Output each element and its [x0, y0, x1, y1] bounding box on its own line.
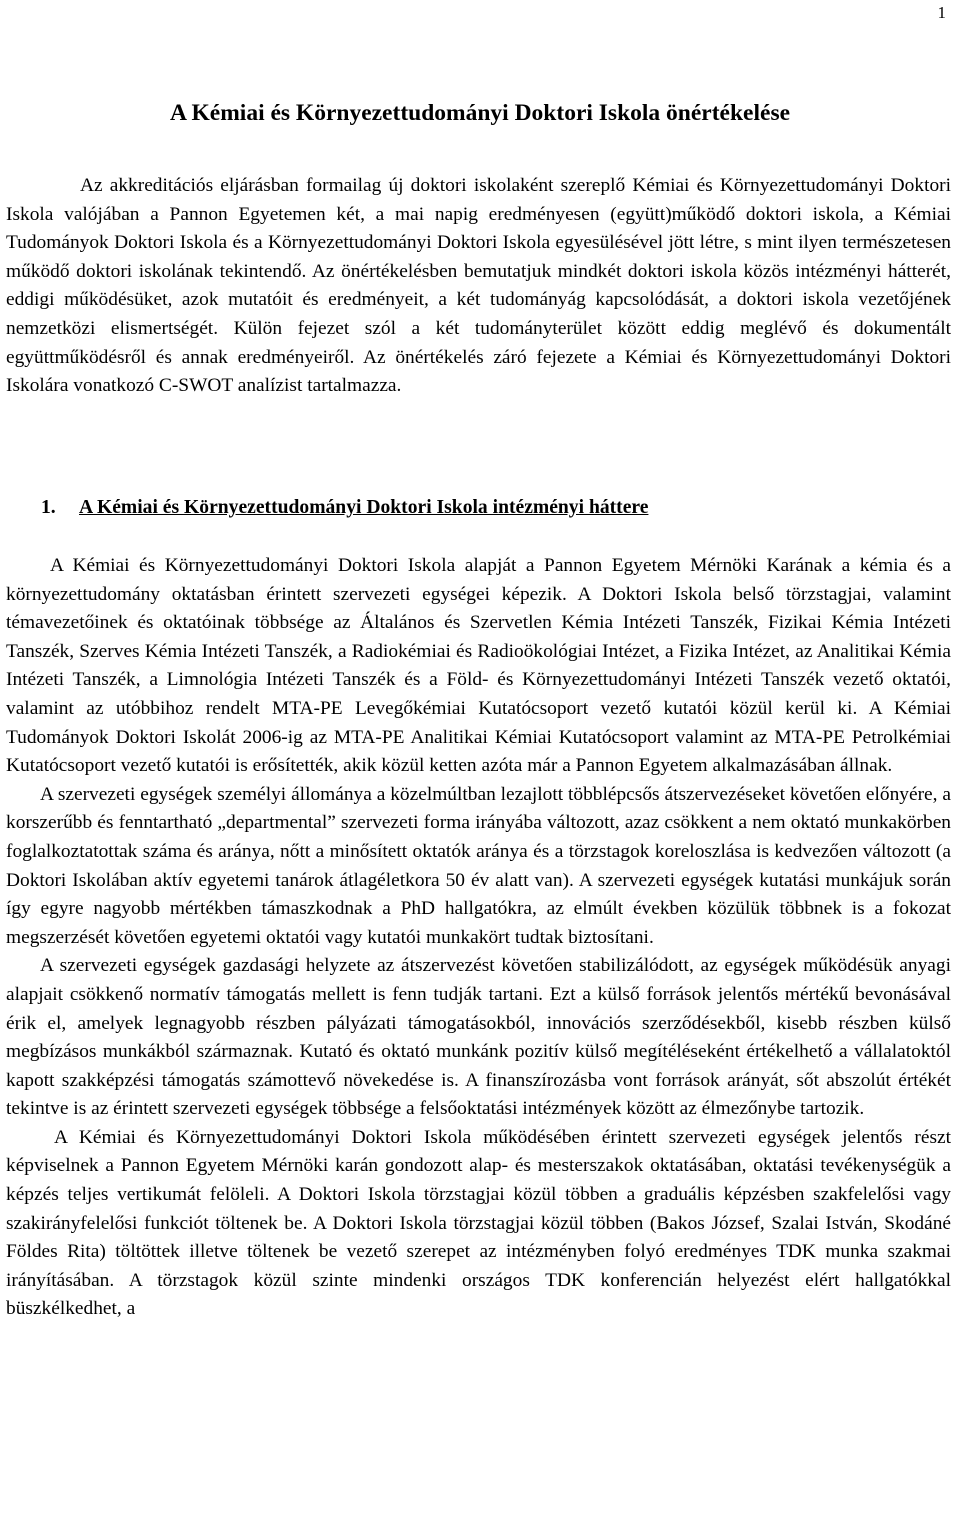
- section-title: A Kémiai és Környezettudományi Doktori Iskola intézményi háttere: [79, 497, 649, 518]
- section-body: [6, 552, 951, 1324]
- body-paragraph: A szervezeti egységek személyi állománya a közelmúltban lezajlott többlépcsős átszervezéseket követően előnyére, a korszerűbb és fenntartható „departmental” szervezeti forma irányába változott, azaz csökkent a nem oktató munkakörben foglalkoztatottak száma és aránya, nőtt a minősített oktatók aránya és a törzstagok koreloszlása is kedvezően változott (a Doktori Iskolában aktív egyetemi tanárok átlagéletkora 50 év alatt van). A szervezeti egységek kutatási munkájuk során így egyre nagyobb mértékben támaszkodnak a PhD hallgatókra, az elmúlt években közülük többnek is a fokozat megszerzését követően egyetemi oktatói vagy kutatói munkakört tudtak biztosítani.: [6, 783, 951, 948]
- body-paragraph: A Kémiai és Környezettudományi Doktori Iskola működésében érintett szervezeti egységek jelentős részt képviselnek a Pannon Egyetem Mérnöki karán gondozott alap- és mesterszakok oktatásában, oktatási tevékenységük a képzés teljes vertikumát felöleli. A Doktori Iskola törzstagjai közül többen a graduális képzésben szakfelelősi vagy szakirányfelelősi funkciót töltenek be. A Doktori Iskola törzstagjai közül többen (Bakos József, Szalai István, Skodáné Földes Rita) töltöttek illetve töltenek be vezető szerepet az intézményben folyó eredményes TDK munka szakmai irányításában. A törzstagok közül szinte mindenki országos TDK konferencián helyezést elért hallgatókkal büszkélkedhet, a: [6, 1126, 951, 1320]
- body-paragraph: A szervezeti egységek gazdasági helyzete az átszervezést követően stabilizálódott, az egységek működésük anyagi alapjait csökkenő normatív támogatás mellett is fenn tudják tartani. Ezt a külső források jelentős mértékű bevonásával érik el, amelyek legnagyobb részben pályázati támogatásokból, innovációs szerződésekből, kisebb részben külső megbízásos munkákból származnak. Kutató és oktató munkánk pozitív külső megítéléseként értékelhető a vállalatoktól kapott szakképzési támogatás számottevő növekedése is. A finanszírozásba vont források arányát, sőt abszolút értékét tekintve is az érintett szervezeti egységek többsége a felsőoktatási intézmények között az élmezőnybe tartozik.: [6, 955, 951, 1120]
- page-title: A Kémiai és Környezettudományi Doktori Iskola önértékelése: [169, 100, 791, 126]
- section-number: 1.: [41, 497, 56, 518]
- intro-paragraph: Az akkreditációs eljárásban formailag új doktori iskolaként szereplő Kémiai és Környezettudományi Doktori Iskola valójában a Pannon Egyetemen két, a mai napig eredményesen (együtt)működő doktori iskola, a Kémiai Tudományok Doktori Iskola és a Környezettudományi Doktori Iskola egyesülésével jött létre, s mint ilyen természetesen működő doktori iskolának tekintendő. Az önértékelésben bemutatjuk mindkét doktori iskola közös intézményi hátterét, eddigi működésüket, azok mutatóit és eredményeit, a két tudományág kapcsolódását, a doktori iskola vezetőjének nemzetközi elismertségét. Külön fejezet szól a két tudományterület között eddig meglévő és dokumentált együttműködésről és annak eredményeiről. Az önértékelés záró fejezete a Kémiai és Környezettudományi Doktori Iskolára vonatkozó C-SWOT analízist tartalmazza.: [6, 175, 951, 397]
- body-paragraph: A Kémiai és Környezettudományi Doktori Iskola alapját a Pannon Egyetem Mérnöki Karának a kémia és a környezettudomány oktatásban érintett szervezeti egységei képezik. A Doktori Iskola belső törzstagjai, valamint témavezetőinek és oktatóinak többsége az Általános és Szervetlen Kémia Intézeti Tanszék, Fizikai Kémia Intézeti Tanszék, Szerves Kémia Intézeti Tanszék, a Radiokémiai és Radioökológiai Intézet, a Fizika Intézet, az Analitikai Kémia Intézeti Tanszék, a Limnológia Intézeti Tanszék és a Föld- és Környezettudományi Intézeti Tanszék vezető oktatói, valamint az utóbbihoz rendelt MTA-PE Levegőkémiai Kutatócsoport vezető kutatói közül kerül ki. A Kémiai Tudományok Doktori Iskolát 2006-ig az MTA-PE Analitikai Kémiai Kutatócsoport valamint az MTA-PE Petrolkémiai Kutatócsoport vezető kutatói is erősítették, akik közül ketten azóta már a Pannon Egyetem alkalmazásában állnak.: [6, 555, 951, 777]
- page-number: 1: [937, 3, 946, 22]
- section-heading: [41, 494, 648, 522]
